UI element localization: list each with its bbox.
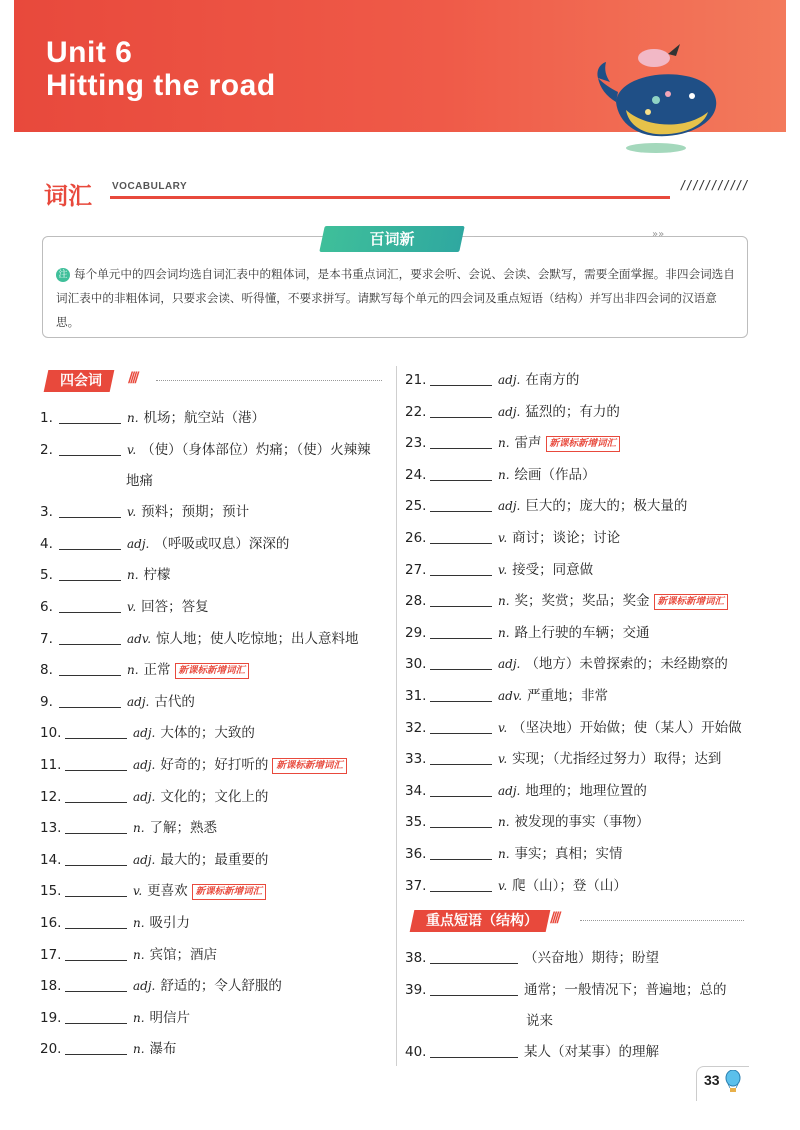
answer-blank[interactable] [59,411,121,424]
meaning: 实现；（尤指经过努力）取得；达到 [512,751,722,768]
section-title-en: VOCABULARY [112,181,188,192]
answer-blank[interactable] [59,568,121,581]
answer-blank[interactable] [59,600,121,613]
item-number: 4. [40,535,53,552]
vocabulary-section-header [44,174,748,214]
part-of-speech: n. [498,594,510,609]
part-of-speech: n. [133,947,145,962]
answer-blank[interactable] [59,443,121,456]
answer-blank[interactable] [59,663,121,676]
phrases-tag [410,910,551,932]
new-curriculum-badge: 新课标新增词汇 [546,436,621,452]
item-number: 39. [405,981,427,998]
part-of-speech: n. [127,568,139,583]
part-of-speech: adj. [498,499,521,514]
vocab-item [405,400,620,420]
meaning: 猛烈的；有力的 [525,403,620,420]
part-of-speech: adj. [133,726,156,741]
vocab-item [40,974,282,994]
meaning: 宾馆；酒店 [149,946,218,963]
page-number: 33 [704,1072,720,1088]
item-number: 18. [40,978,62,995]
unit-heading [46,36,276,102]
item-number: 16. [40,915,62,931]
item-number: 22. [405,403,427,420]
meaning: 明信片 [149,1009,191,1026]
answer-blank[interactable] [59,632,121,645]
meaning: 吸引力 [149,915,191,931]
section-hatch: /////////// [679,178,748,192]
vocab-item [40,816,217,836]
answer-blank[interactable] [430,373,492,386]
answer-blank[interactable] [430,752,492,765]
meaning: 瀑布 [149,1041,177,1058]
item-number: 20. [40,1041,62,1058]
meaning: （兴奋地）期待；盼望 [524,950,659,966]
part-of-speech: n. [133,821,145,836]
new-curriculum-badge: 新课标新增词汇 [654,594,729,610]
part-of-speech: adj. [133,789,156,804]
meaning: 大体的；大致的 [160,725,255,742]
item-number: 5. [40,567,53,584]
answer-blank[interactable] [430,983,518,996]
vocab-item [40,500,249,520]
vocab-item [40,785,268,805]
vocab-item [405,978,727,998]
answer-blank[interactable] [430,531,492,544]
meaning: 被发现的事实（事物） [514,814,650,831]
note-icon: 注 [56,268,70,282]
meaning: 机场；航空站（港） [143,410,266,426]
answer-blank[interactable] [430,721,492,734]
vocab-item [405,368,579,388]
answer-blank[interactable] [430,563,492,576]
answer-blank[interactable] [65,790,127,803]
dotted-rule [156,380,382,381]
note-body: 每个单元中的四会词均选自词汇表中的粗体词，是本书重点词汇，要求会听、会说、会读、会默写，需要全面掌握。非四会词选自词汇表中的非粗体词，只要求会读、听得懂，不要求拼写。请默写每个单元的四会词及重点短语（结构）并写出非四会词的汉语意思。 [56,267,735,329]
vocab-item [40,943,217,963]
answer-blank[interactable] [59,505,121,518]
answer-blank[interactable] [430,499,492,512]
answer-blank[interactable] [430,689,492,702]
vocab-item [40,911,190,931]
part-of-speech: n. [498,815,510,830]
vocab-item [40,690,195,710]
vocab-item [405,621,650,641]
note-rule [474,236,670,237]
column-divider [396,366,397,1066]
part-of-speech: adj. [133,758,156,772]
meaning-continued: 说来 [526,1012,553,1029]
item-number: 24. [405,466,427,483]
answer-blank[interactable] [430,879,492,892]
item-number: 13. [40,820,62,837]
item-number: 23. [405,435,427,452]
item-number: 7. [40,630,53,647]
answer-blank[interactable] [65,1042,127,1055]
answer-blank[interactable] [65,948,127,961]
part-of-speech: adj. [127,694,150,709]
part-of-speech: v. [127,600,137,614]
part-of-speech: adj. [498,657,521,672]
meaning: 奖；奖赏；奖品；奖金 [514,593,650,610]
answer-blank[interactable] [65,821,127,834]
meaning: 商讨；谈论；讨论 [512,530,621,546]
new-curriculum-badge: 新课标新增词汇 [175,663,250,679]
answer-blank[interactable] [430,468,492,481]
dotted-rule [580,920,744,921]
part-of-speech: n. [498,847,510,861]
answer-blank[interactable] [430,847,492,860]
new-curriculum-badge: 新课标新增词汇 [192,884,267,900]
item-number: 25. [405,498,427,515]
meaning: 最大的；最重要的 [160,851,269,868]
vocab-item [405,1040,659,1060]
answer-blank[interactable] [65,758,127,771]
vocab-item [405,874,627,894]
note-tag [319,226,465,252]
part-of-speech: v. [127,442,137,457]
item-number: 8. [40,662,53,679]
section-underline [110,196,670,199]
item-number: 26. [405,530,427,546]
meaning: 了解；熟悉 [149,820,218,837]
part-of-speech: adj. [133,979,156,994]
vocab-item [40,1037,177,1057]
vocab-item [40,532,289,552]
part-of-speech: v. [127,505,137,520]
meaning: 通常；一般情况下；普遍地；总的 [524,981,727,998]
vocab-item [40,1006,190,1026]
vocab-item [405,946,659,966]
part-of-speech: n. [127,411,139,425]
part-of-speech: v. [498,878,508,893]
part-of-speech: n. [133,1010,145,1025]
tag-stripes: //// [550,910,559,926]
meaning: （使）（身体部位）灼痛；（使）火辣辣 [141,441,371,458]
meaning: 绘画（作品） [514,466,596,483]
answer-blank[interactable] [430,951,518,964]
meaning: 文化的；文化上的 [160,788,269,805]
meaning: 回答；答复 [141,599,209,615]
part-of-speech: adj. [133,852,156,867]
item-number: 28. [405,593,427,610]
meaning: 柠檬 [143,567,171,584]
item-number: 3. [40,504,53,521]
item-number: 32. [405,719,427,736]
meaning: 路上行驶的车辆；交通 [514,624,650,641]
vocab-item [40,848,268,868]
part-of-speech: v. [133,884,143,899]
unit-number: Unit 6 [46,36,133,69]
meaning: 雷声 [514,435,542,452]
vocab-item [405,558,593,578]
meaning: （呼吸或叹息）深深的 [154,535,290,552]
item-number: 2. [40,441,53,458]
item-number: 9. [40,693,53,710]
meaning: 在南方的 [525,372,580,388]
section-title-cn: 词汇 [44,182,92,210]
item-number: 36. [405,846,427,862]
vocab-item [405,589,728,610]
part-of-speech: adj. [498,404,521,419]
meaning: 地理的；地理位置的 [525,782,647,799]
vocab-item [40,753,347,774]
answer-blank[interactable] [430,815,492,828]
vocab-item [40,627,359,647]
vocab-item [405,779,647,799]
meaning-continued: 地痛 [126,472,153,489]
item-number: 12. [40,788,62,805]
item-number: 1. [40,410,53,426]
item-number: 31. [405,688,427,704]
meaning: 爬（山）；登（山） [512,877,627,894]
part-of-speech: n. [498,625,510,640]
vocab-item [405,526,620,546]
item-number: 17. [40,946,62,963]
answer-blank[interactable] [65,979,127,992]
part-of-speech: v. [498,752,508,767]
item-number: 40. [405,1044,427,1061]
vocab-item [405,684,608,704]
answer-blank[interactable] [430,1045,518,1058]
meaning: 严重地；非常 [527,688,609,704]
item-number: 29. [405,624,427,641]
item-number: 34. [405,782,427,799]
part-of-speech: adj. [498,783,521,798]
part-of-speech: adj. [498,373,521,387]
meaning: （地方）未曾探索的；未经勘察的 [525,656,728,673]
vocab-item [40,406,265,426]
vocab-item [40,563,171,583]
item-number: 38. [405,950,427,966]
balloon-icon [724,1070,742,1094]
whale-illustration [596,40,736,158]
item-number: 21. [405,372,427,388]
answer-blank[interactable] [65,884,127,897]
part-of-speech: adj. [127,536,150,551]
vocab-item [405,842,623,862]
answer-blank[interactable] [65,726,127,739]
meaning: 预料；预期；预计 [141,504,250,521]
meaning: 正常 [143,662,171,679]
vocab-item [405,716,742,736]
vocab-item [405,652,728,672]
item-number: 19. [40,1009,62,1026]
new-curriculum-badge: 新课标新增词汇 [272,758,347,774]
vocab-item [405,747,721,767]
part-of-speech: n. [133,916,145,930]
part-of-speech: n. [133,1042,145,1057]
part-of-speech: n. [127,663,139,678]
item-number: 27. [405,561,427,578]
item-number: 15. [40,883,62,900]
meaning: 事实；真相；实情 [514,846,623,862]
part-of-speech: v. [498,562,508,577]
unit-title: Hitting the road [46,69,276,102]
vocab-item [405,494,687,514]
vocab-item [405,810,650,830]
meaning: 舒适的；令人舒服的 [160,978,282,995]
note-tag-label: 百词新 [369,230,415,248]
meaning: 惊人地；使人吃惊地；出人意料地 [156,630,359,647]
part-of-speech: n. [498,467,510,482]
part-of-speech: adv. [127,631,152,646]
four-skill-label: 四会词 [60,373,102,389]
answer-blank[interactable] [430,405,492,418]
item-number: 14. [40,851,62,868]
vocab-item [405,463,596,483]
vocab-item [40,721,255,741]
item-number: 35. [405,814,427,831]
vocab-item [40,658,249,679]
vocab-item [40,595,209,615]
meaning: 巨大的；庞大的；极大量的 [525,498,688,515]
item-number: 10. [40,725,62,742]
answer-blank[interactable] [430,594,492,607]
meaning: （坚决地）开始做；使（某人）开始做 [512,719,742,736]
item-number: 37. [405,877,427,894]
item-number: 33. [405,751,427,768]
item-number: 30. [405,656,427,673]
answer-blank[interactable] [59,695,121,708]
chevrons-icon: »» [652,229,665,240]
item-number: 6. [40,599,53,615]
meaning: 古代的 [154,693,195,710]
vocab-item [40,879,266,900]
meaning: 某人（对某事）的理解 [524,1044,659,1061]
part-of-speech: v. [498,531,508,545]
answer-blank[interactable] [65,1011,127,1024]
note-text [56,262,736,334]
answer-blank[interactable] [430,784,492,797]
four-skill-tag [44,370,115,392]
part-of-speech: n. [498,436,510,451]
vocab-item [40,438,371,458]
tag-stripes: //// [128,370,137,386]
answer-blank[interactable] [430,657,492,670]
item-number: 11. [40,757,62,773]
answer-blank[interactable] [65,853,127,866]
part-of-speech: v. [498,720,508,735]
phrases-label: 重点短语（结构） [426,913,538,929]
answer-blank[interactable] [59,537,121,550]
meaning: 好奇的；好打听的 [160,757,269,773]
meaning: 更喜欢 [147,883,188,900]
part-of-speech: adv. [498,689,523,703]
answer-blank[interactable] [430,626,492,639]
answer-blank[interactable] [65,916,127,929]
meaning: 接受；同意做 [512,561,594,578]
answer-blank[interactable] [430,436,492,449]
vocab-item [405,431,620,452]
